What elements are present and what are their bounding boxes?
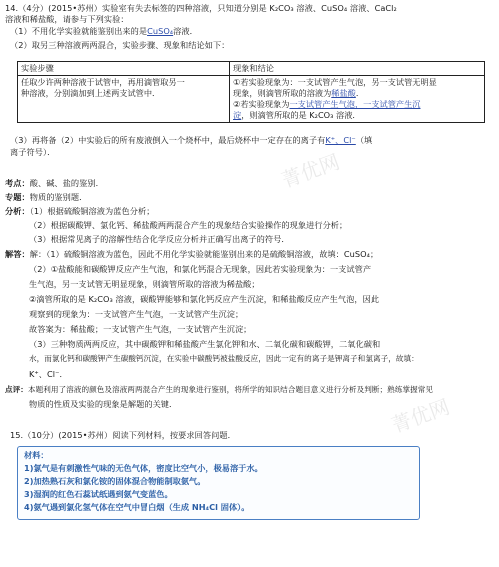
jieda-line: 生气泡，另一支试管无明显现象，则滴管所取的溶液为稀盐酸； — [29, 279, 260, 289]
kaodian: 考点：酸、碱、盐的鉴别． — [5, 178, 104, 188]
part3-answer: K⁺、Cl⁻ — [325, 135, 356, 145]
table-header-steps: 实验步骤 — [18, 62, 230, 76]
jieda-line: （2）①盐酸能和碳酸钾反应产生气泡，和氯化钙混合无现象，因此若实验现象为：一支试管产 — [29, 264, 372, 274]
material-item: 2)加热熟石灰和氯化铵的固体混合物能制取氨气。 — [24, 476, 206, 486]
jieda-line: 观察到的现象为：一支试管产生气泡，一支试管产生沉淀； — [29, 309, 244, 319]
q14-line1: 14.（4分）(2015•苏州）实验室有失去标签的四种溶液，只知道分别是 K₂CO₃ 溶液、CuSO₄ 溶液、CaCl₂ — [5, 3, 397, 13]
jieda-line: （3）三种物质两两反应，其中碳酸钾和稀盐酸产生氯化钾和水、二氧化碳和碳酸钾，二氧化碳和 — [29, 339, 381, 349]
materials-box — [17, 446, 420, 520]
obs2-answer: 一支试管产生气泡，一支试管产生沉 — [289, 99, 421, 109]
q14-line2: 溶液和稀盐酸，请参与下列实验： — [5, 14, 129, 24]
table-header-results: 现象和结论 — [230, 62, 485, 76]
dianping: 点评：本题利用了溶液的颜色及溶液两两混合产生的现象进行鉴别，将所学的知识结合题目意义进行分析及判断；熟练掌握常见 — [5, 385, 434, 394]
jieda-line: ②滴管所取的是 K₂CO₃ 溶液，碳酸钾能够和氯化钙反应产生沉淀，和稀盐酸反应产生气泡，因此 — [29, 294, 380, 304]
jieda-line: 故答案为：稀盐酸；一支试管产生气泡，一支试管产生沉淀； — [29, 324, 252, 334]
q14-part1 — [10, 26, 198, 36]
jieda: 解答：解：（1）硫酸铜溶液为蓝色，因此不用化学实验就能鉴别出来的是硫酸铜溶液，故填：CuSO₄； — [5, 249, 379, 259]
step-line: 种溶液，分别滴加到上述两支试管中． — [21, 88, 161, 98]
obs2-line2: 淀，则滴管所取的是 K₂CO₃ 溶液． — [233, 110, 361, 120]
fenxi: 分析：（1）根据硫酸铜溶液为蓝色分析； — [5, 206, 155, 216]
q14-part3: （3）再将备（2）中实验后的所有废液倒入一个烧杯中，最后烧杯中一定存在的离子有K⁺、Cl⁻（填 — [10, 135, 373, 145]
obs2-answer-cont: 淀 — [233, 110, 242, 120]
fenxi-line: （2）根据碳酸钾、氯化钙、稀盐酸两两混合产生的现象结合实验操作的现象进行分析； — [29, 220, 348, 230]
materials-header: 材料： — [24, 450, 49, 460]
zhuanti: 专题：物质的鉴别题． — [5, 192, 88, 202]
material-item: 1)氯气是有刺激性气味的无色气体，密度比空气小，极易溶于水。 — [24, 463, 263, 473]
jieda-line: 水，而氯化钙和碳酸钾产生碳酸钙沉淀，在实验中碳酸钙被盐酸反应，因此一定有的离子是钾离子和氯离子，故填： — [29, 354, 419, 363]
table-cell-steps — [18, 76, 230, 123]
table-cell-results — [230, 76, 485, 123]
jieda-line: K⁺、Cl⁻． — [29, 369, 68, 379]
experiment-table — [17, 61, 485, 123]
obs2-line1: ②若实验现象为一支试管产生气泡，一支试管产生沉 — [233, 99, 421, 109]
watermark: 菁优网 — [278, 149, 343, 193]
watermark: 菁优网 — [388, 394, 453, 438]
part1-prefix: （1）不用化学实验就能鉴别出来的是 — [10, 26, 148, 36]
part1-suffix: 溶液． — [173, 26, 198, 36]
material-item: 4)氨气遇到氯化氢气体在空气中冒白烟（生成 NH₄Cl 固体）。 — [24, 502, 250, 512]
obs1-line2: 现象，则滴管所取的溶液为稀盐酸． — [233, 88, 365, 98]
part1-answer: CuSO₄ — [147, 26, 174, 36]
material-item: 3)湿润的红色石蕊试纸遇到氨气变蓝色。 — [24, 489, 173, 499]
fenxi-line: （3）根据常见离子的溶解性结合化学反应分析并正确写出离子的符号． — [29, 234, 290, 244]
q14-part2: （2）取另三种溶液两两混合，实验步骤、现象和结论如下： — [10, 40, 230, 50]
dianping-line: 物质的性质及实验的现象是解题的关键． — [29, 399, 178, 409]
obs1-line1: ①若实验现象为：一支试管产生气泡，另一支试管无明显 — [233, 77, 437, 87]
obs1-answer: 稀盐酸 — [331, 88, 356, 98]
q15-title: 15.（10分）(2015•苏州）阅读下列材料，按要求回答问题． — [10, 430, 236, 440]
step-line: 任取少许两种溶液于试管中，再用滴管取另一 — [21, 77, 185, 87]
q14-part3-line2: 离子符号）． — [10, 147, 56, 157]
